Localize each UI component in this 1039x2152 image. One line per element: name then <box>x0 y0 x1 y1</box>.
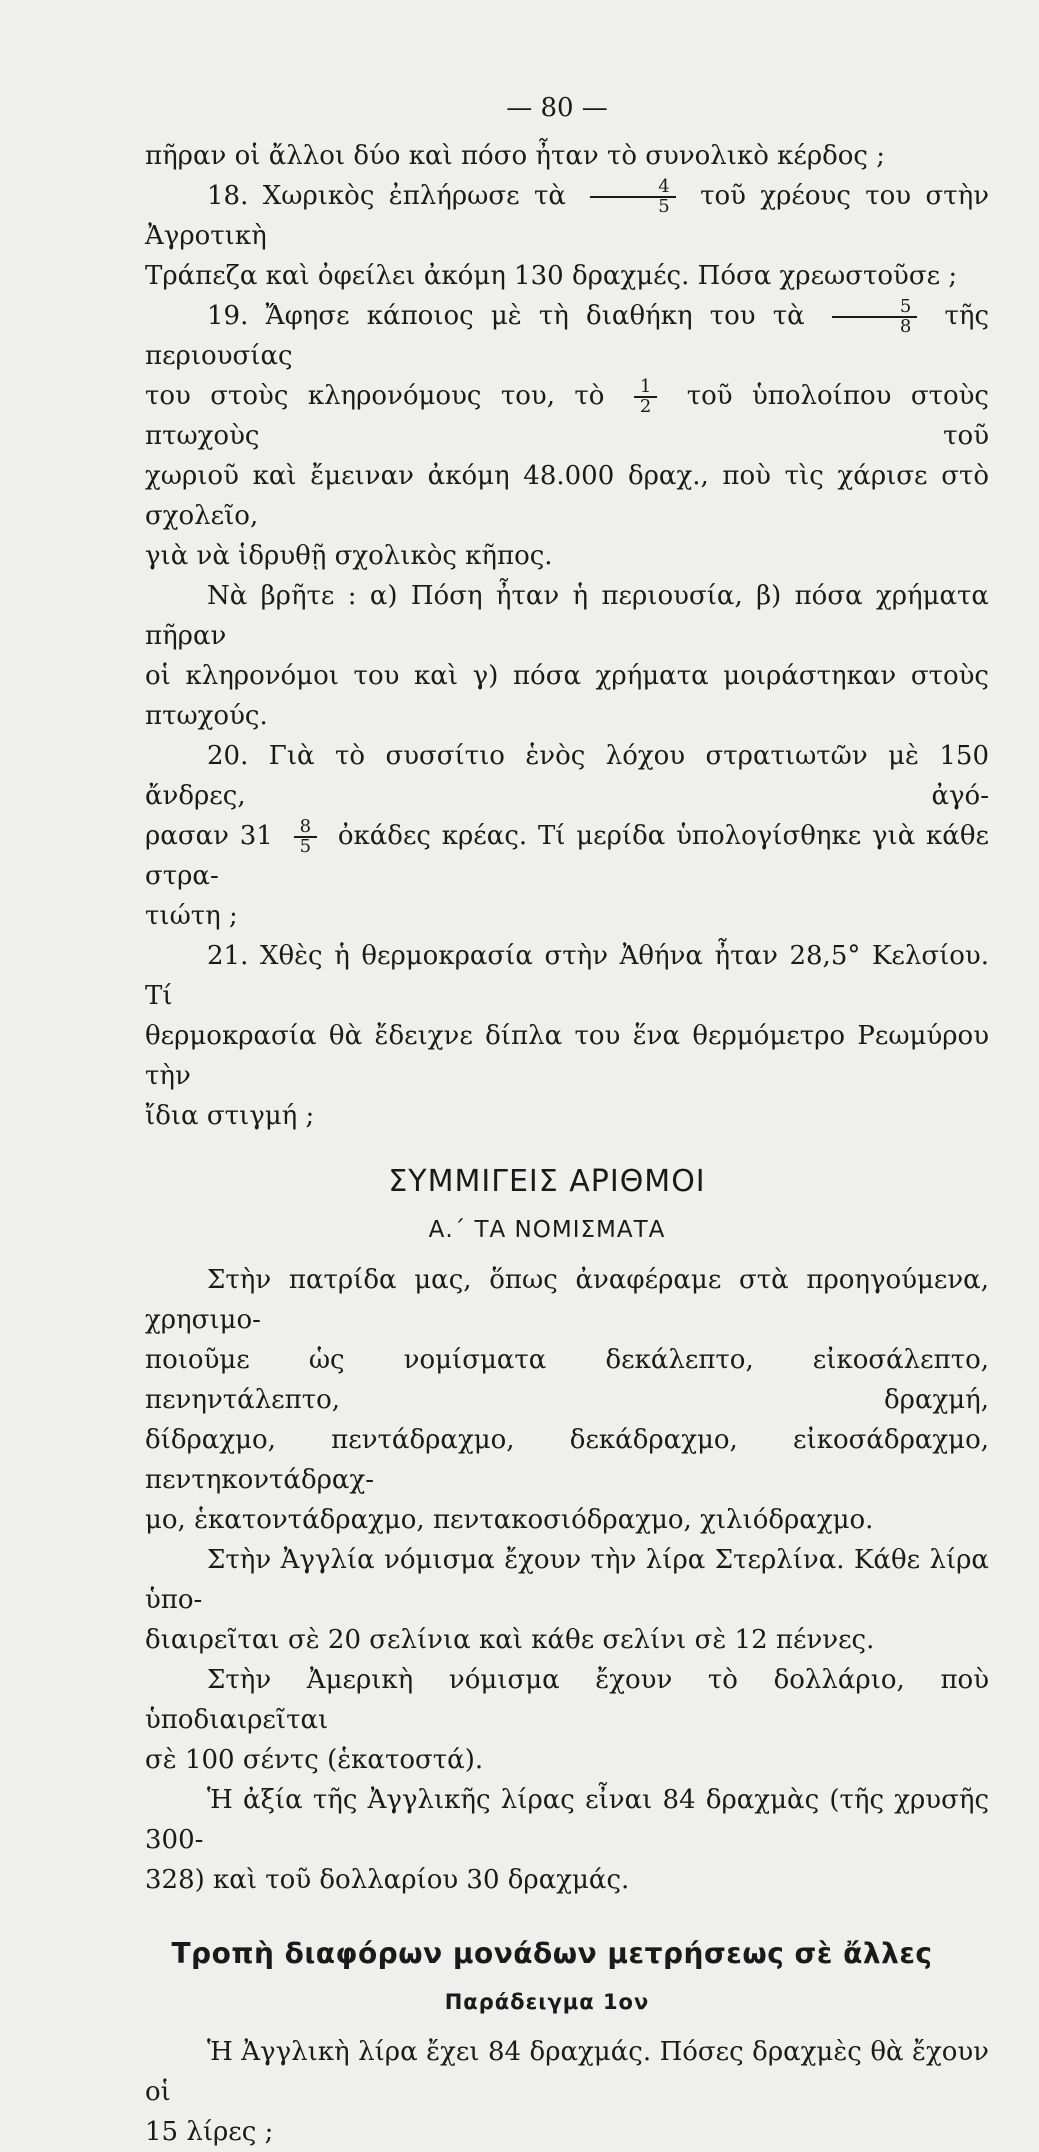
problem-21-line1: 21. Χθὲς ἡ θερμοκρασία στὴν Ἀθήνα ἦταν 28,5° Κελσίου. Τί <box>145 941 989 1011</box>
example-heading: Παράδειγμα 1ον <box>444 1990 650 2014</box>
problem-19-line6: οἱ κληρονόμοι του καὶ γ) πόσα χρήματα μοιράστηκαν στοὺς πτωχούς. <box>145 661 989 731</box>
problem-18-line1: 18. Χωρικὸς ἐπλήρωσε τὰ $\frac{4}{5}$ τοῦ χρέους του στὴν Ἀγροτικὴ <box>145 176 990 251</box>
coins-paragraph-1-line4: μο, ἑκατοντάδραχμο, πεντακοσιόδραχμο, χιλιόδραχμο. <box>145 1505 874 1535</box>
coins-paragraph-1-line2: ποιοῦμε ὡς νομίσματα δεκάλεπτο, εἰκοσάλεπτο, πενηντάλεπτο, δραχμή, <box>145 1345 989 1415</box>
coins-paragraph-4-line2: 328) καὶ τοῦ δολλαρίου 30 δραχμάς. <box>145 1865 630 1895</box>
problem-21-line2: θερμοκρασία θὰ ἔδειχνε δίπλα του ἕνα θερμόμετρο Ρεωμύρου τὴν <box>145 1021 989 1091</box>
example-line2: 15 λίρες ; <box>145 2117 274 2147</box>
problem-21-line3: ἴδια στιγμή ; <box>145 1101 315 1131</box>
coins-paragraph-2-line2: διαιρεῖται σὲ 20 σελίνια καὶ κάθε σελίνι σὲ 12 πέννες. <box>145 1625 875 1655</box>
section-heading: ΣΥΜΜΙΓΕΙΣ ΑΡΙΘΜΟΙ <box>388 1164 706 1199</box>
conversion-heading: Τροπὴ διαφόρων μονάδων μετρήσεως σὲ ἄλλες <box>171 1937 933 1970</box>
coins-paragraph-4-line1: Ἡ ἀξία τῆς Ἀγγλικῆς λίρας εἶναι 84 δραχμὰς (τῆς χρυσῆς 300- <box>145 1785 989 1855</box>
problem-19-line1: 19. Ἄφησε κάποιος μὲ τὴ διαθήκη του τὰ $\frac{5}{8}$ τῆς περιουσίας <box>145 296 990 371</box>
fraction-1-2: $\frac{1}{2}$ <box>634 378 657 416</box>
coins-paragraph-3-line2: σὲ 100 σέντς (ἑκατοστά). <box>145 1745 484 1775</box>
problem-19-line2: του στοὺς κληρονόμους του, τὸ $\frac{1}{2}$ τοῦ ὑπολοίπου στοὺς πτωχοὺς τοῦ <box>145 376 989 451</box>
example-line1: Ἡ Ἀγγλικὴ λίρα ἔχει 84 δραχμάς. Πόσες δραχμὲς θὰ ἔχουν οἱ <box>145 2037 989 2107</box>
problem-17-end: πῆραν οἱ ἄλλοι δύο καὶ πόσο ἦταν τὸ συνολικὸ κέρδος ; <box>145 141 886 171</box>
problem-20-line3: τιώτη ; <box>145 901 238 931</box>
fraction-8-5: $\frac{8}{5}$ <box>294 818 317 856</box>
coins-paragraph-1-line3: δίδραχμο, πεντάδραχμο, δεκάδραχμο, εἰκοσάδραχμο, πεντηκοντάδραχ- <box>145 1425 989 1495</box>
fraction-5-8: $\frac{5}{8}$ <box>832 298 917 336</box>
fraction-4-5: $\frac{4}{5}$ <box>590 178 675 216</box>
coins-paragraph-1-line1: Στὴν πατρίδα μας, ὅπως ἀναφέραμε στὰ προηγούμενα, χρησιμο- <box>145 1265 989 1335</box>
problem-20-line2: ρασαν 31 $\frac{8}{5}$ ὀκάδες κρέας. Τί μερίδα ὑπολογίσθηκε γιὰ κάθε στρα- <box>145 816 989 891</box>
page-number: — 80 — <box>506 93 608 123</box>
problem-19-line5: Νὰ βρῆτε : α) Πόση ἦταν ἡ περιουσία, β) πόσα χρήματα πῆραν <box>145 581 989 651</box>
coins-paragraph-3-line1: Στὴν Ἀμερικὴ νόμισμα ἔχουν τὸ δολλάριο, ποὺ ὑποδιαιρεῖται <box>145 1665 989 1735</box>
coins-paragraph-2-line1: Στὴν Ἀγγλία νόμισμα ἔχουν τὴν λίρα Στερλίνα. Κάθε λίρα ὑπο- <box>145 1545 989 1615</box>
subsection-heading: Α.΄ ΤΑ ΝΟΜΙΣΜΑΤΑ <box>428 1217 666 1243</box>
problem-18-line2: Τράπεζα καὶ ὀφείλει ἀκόμη 130 δραχμές. Πόσα χρεωστοῦσε ; <box>145 261 958 291</box>
problem-20-line1: 20. Γιὰ τὸ συσσίτιο ἑνὸς λόχου στρατιωτῶν μὲ 150 ἄνδρες, ἀγό- <box>145 741 989 811</box>
problem-19-line4: γιὰ νὰ ἱδρυθῇ σχολικὸς κῆπος. <box>145 541 553 571</box>
problem-19-line3: χωριοῦ καὶ ἔμειναν ἀκόμη 48.000 δραχ., ποὺ τὶς χάρισε στὸ σχολεῖο, <box>145 461 989 531</box>
